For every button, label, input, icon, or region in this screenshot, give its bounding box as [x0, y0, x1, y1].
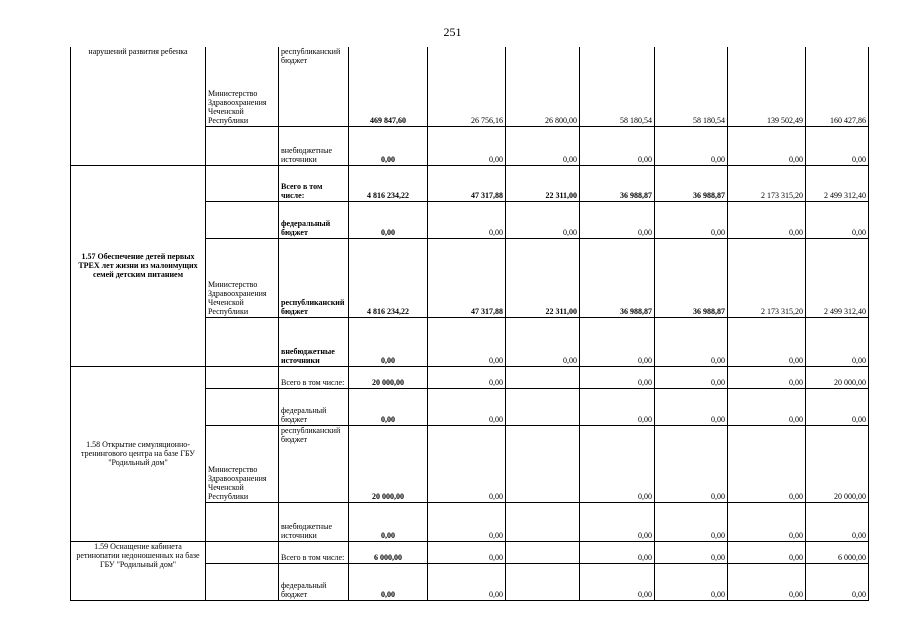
year-value: 6 000,00 — [806, 541, 869, 563]
year-value — [506, 366, 580, 388]
year-value: 2 173 315,20 — [728, 238, 806, 317]
executor-cell — [206, 202, 279, 239]
year-value: 0,00 — [655, 503, 728, 542]
year-value: 0,00 — [655, 126, 728, 165]
funding-source: республиканский бюджет — [279, 238, 349, 317]
funding-source: внебюджетные источники — [279, 503, 349, 542]
year-value: 0,00 — [428, 425, 506, 502]
year-value: 0,00 — [806, 318, 869, 367]
year-value: 0,00 — [655, 389, 728, 426]
year-value: 0,00 — [580, 126, 655, 165]
table-row — [71, 541, 869, 563]
year-value: 0,00 — [580, 366, 655, 388]
year-value: 0,00 — [655, 366, 728, 388]
year-value: 0,00 — [428, 318, 506, 367]
year-value: 0,00 — [580, 318, 655, 367]
funding-source: федеральный бюджет — [279, 389, 349, 426]
year-value: 0,00 — [728, 564, 806, 601]
year-value: 47 317,88 — [428, 165, 506, 202]
year-value: 20 000,00 — [806, 425, 869, 502]
year-value: 26 800,00 — [506, 47, 580, 126]
year-value: 0,00 — [506, 126, 580, 165]
year-value: 58 180,54 — [655, 47, 728, 126]
total-value: 0,00 — [349, 389, 428, 426]
funding-source: республиканский бюджет — [279, 47, 349, 126]
year-value: 0,00 — [655, 318, 728, 367]
year-value — [506, 503, 580, 542]
year-value: 0,00 — [806, 564, 869, 601]
year-value: 36 988,87 — [580, 165, 655, 202]
executor-cell — [206, 541, 279, 563]
year-value: 0,00 — [728, 425, 806, 502]
year-value: 0,00 — [655, 202, 728, 239]
total-value: 6 000,00 — [349, 541, 428, 563]
total-value: 0,00 — [349, 503, 428, 542]
year-value: 0,00 — [580, 425, 655, 502]
total-value: 20 000,00 — [349, 366, 428, 388]
executor-cell: Министерство Здравоохранения Чеченской Республики — [206, 425, 279, 502]
executor-cell — [206, 503, 279, 542]
table-row — [71, 165, 869, 202]
year-value: 0,00 — [428, 503, 506, 542]
executor-cell — [206, 389, 279, 426]
activity-name: 1.59 Оснащение кабинета ретинопатии недоношенных на базе ГБУ "Родильный дом" — [71, 541, 206, 600]
year-value: 47 317,88 — [428, 238, 506, 317]
year-value: 36 988,87 — [580, 238, 655, 317]
total-value: 20 000,00 — [349, 425, 428, 502]
year-value: 22 311,00 — [506, 238, 580, 317]
page-number: 251 — [443, 25, 462, 39]
year-value: 0,00 — [728, 389, 806, 426]
activity-name: нарушений развития ребенка — [71, 47, 206, 165]
year-value: 160 427,86 — [806, 47, 869, 126]
year-value: 22 311,00 — [506, 165, 580, 202]
year-value: 0,00 — [506, 202, 580, 239]
year-value: 0,00 — [428, 202, 506, 239]
funding-source: федеральный бюджет — [279, 564, 349, 601]
executor-cell — [206, 165, 279, 202]
year-value: 0,00 — [655, 564, 728, 601]
executor-cell — [206, 366, 279, 388]
year-value: 0,00 — [580, 503, 655, 542]
year-value: 0,00 — [806, 202, 869, 239]
funding-source: федеральный бюджет — [279, 202, 349, 239]
year-value: 0,00 — [580, 564, 655, 601]
executor-cell: Министерство Здравоохранения Чеченской Республики — [206, 238, 279, 317]
executor-cell: Министерство Здравоохранения Чеченской Республики — [206, 47, 279, 126]
year-value: 2 499 312,40 — [806, 238, 869, 317]
funding-source: внебюджетные источники — [279, 318, 349, 367]
year-value: 36 988,87 — [655, 238, 728, 317]
total-value: 0,00 — [349, 202, 428, 239]
year-value — [506, 389, 580, 426]
year-value: 0,00 — [580, 389, 655, 426]
year-value: 0,00 — [428, 389, 506, 426]
year-value: 0,00 — [728, 366, 806, 388]
year-value — [506, 564, 580, 601]
year-value: 0,00 — [806, 126, 869, 165]
year-value: 26 756,16 — [428, 47, 506, 126]
table-row — [71, 47, 869, 126]
activity-name: 1.57 Обеспечение детей первых ТРЕХ лет жизни из малоимущих семей детским питанием — [71, 165, 206, 366]
year-value: 2 499 312,40 — [806, 165, 869, 202]
year-value — [506, 425, 580, 502]
year-value: 0,00 — [428, 541, 506, 563]
year-value: 0,00 — [728, 202, 806, 239]
year-value: 0,00 — [428, 366, 506, 388]
funding-source: Всего в том числе: — [279, 366, 349, 388]
funding-source: республиканский бюджет — [279, 425, 349, 502]
year-value: 0,00 — [806, 389, 869, 426]
total-value: 469 847,60 — [349, 47, 428, 126]
year-value: 58 180,54 — [580, 47, 655, 126]
year-value: 0,00 — [580, 541, 655, 563]
year-value: 0,00 — [806, 503, 869, 542]
executor-cell — [206, 564, 279, 601]
funding-source: внебюджетные источники — [279, 126, 349, 165]
total-value: 0,00 — [349, 564, 428, 601]
year-value: 0,00 — [728, 126, 806, 165]
funding-source: Всего в том числе: — [279, 165, 349, 202]
budget-table — [70, 47, 869, 601]
year-value: 0,00 — [506, 318, 580, 367]
year-value: 0,00 — [428, 126, 506, 165]
year-value: 0,00 — [728, 541, 806, 563]
funding-source: Всего в том числе: — [279, 541, 349, 563]
activity-name: 1.58 Открытие симуляционно-тренингового центра на базе ГБУ "Родильный дом" — [71, 366, 206, 541]
table-row — [71, 366, 869, 388]
year-value: 2 173 315,20 — [728, 165, 806, 202]
year-value — [506, 541, 580, 563]
year-value: 0,00 — [728, 503, 806, 542]
year-value: 36 988,87 — [655, 165, 728, 202]
total-value: 0,00 — [349, 126, 428, 165]
year-value: 0,00 — [428, 564, 506, 601]
year-value: 0,00 — [655, 541, 728, 563]
year-value: 20 000,00 — [806, 366, 869, 388]
executor-cell — [206, 126, 279, 165]
total-value: 0,00 — [349, 318, 428, 367]
total-value: 4 816 234,22 — [349, 238, 428, 317]
executor-cell — [206, 318, 279, 367]
year-value: 0,00 — [580, 202, 655, 239]
total-value: 4 816 234,22 — [349, 165, 428, 202]
year-value: 139 502,49 — [728, 47, 806, 126]
year-value: 0,00 — [728, 318, 806, 367]
year-value: 0,00 — [655, 425, 728, 502]
